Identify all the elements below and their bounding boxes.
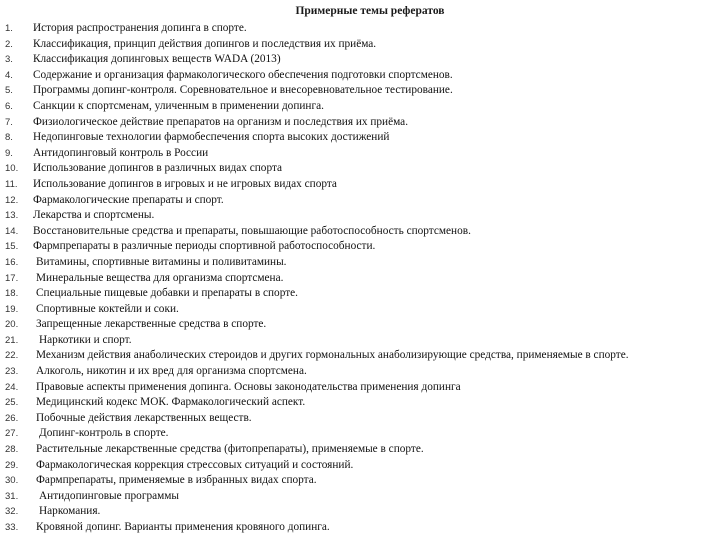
item-text: Санкции к спортсменам, уличенным в применении допинга. <box>33 99 324 112</box>
item-number: 26. <box>5 412 19 424</box>
item-text: Восстановительные средства и препараты, повышающие работоспособность спортсменов. <box>33 224 471 237</box>
item-text: Классификация допинговых веществ WADA (2013) <box>33 53 281 66</box>
item-text: Содержание и организация фармакологического обеспечения подготовки спортсменов. <box>33 68 453 81</box>
item-number: 3. <box>5 54 13 66</box>
item-text: Механизм действия анаболических стероидов и других гормональных анаболизирующие средства, применяемые в спорте. <box>36 349 629 362</box>
item-text: Правовые аспекты применения допинга. Основы законодательства применения допинга <box>36 380 461 393</box>
item-number: 11. <box>5 178 18 190</box>
list-item <box>0 286 720 302</box>
item-text: Фармакологические препараты и спорт. <box>33 193 224 206</box>
item-number: 12. <box>5 194 19 206</box>
item-number: 4. <box>5 69 13 81</box>
item-number: 23. <box>5 366 19 378</box>
item-number: 29. <box>5 459 19 471</box>
item-text: Программы допинг-контроля. Соревновательное и внесоревновательное тестирование. <box>33 84 453 97</box>
item-number: 5. <box>5 85 13 97</box>
item-text: Запрещенные лекарственные средства в спорте. <box>36 318 267 331</box>
list-item <box>0 208 720 224</box>
list-item <box>0 255 720 271</box>
list-item <box>0 395 720 411</box>
list-item <box>0 317 720 333</box>
document-title: Примерные темы рефератов <box>295 5 445 17</box>
list-item <box>0 364 720 380</box>
item-number: 14. <box>5 225 19 237</box>
list-item <box>0 130 720 146</box>
item-number: 16. <box>5 256 19 268</box>
item-text: Побочные действия лекарственных веществ. <box>36 411 252 424</box>
list-item <box>0 99 720 115</box>
item-number: 10. <box>5 163 19 175</box>
item-number: 25. <box>5 397 19 409</box>
list-item <box>0 411 720 427</box>
list-item <box>0 380 720 396</box>
list-item <box>0 239 720 255</box>
item-text: Медицинский кодекс МОК. Фармакологический аспект. <box>36 396 306 409</box>
item-number: 28. <box>5 444 19 456</box>
item-number: 2. <box>5 38 13 50</box>
item-text: История распространения допинга в спорте. <box>33 22 247 34</box>
list-item <box>0 473 720 489</box>
item-text: Растительные лекарственные средства (фитопрепараты), применяемые в спорте. <box>36 443 424 456</box>
item-text: Кровяной допинг. Варианты применения кровяного допинга. <box>36 521 330 533</box>
list-item <box>0 442 720 458</box>
item-text: Использование допингов в различных видах спорта <box>33 162 283 175</box>
item-number: 30. <box>5 475 19 487</box>
list-item <box>0 37 720 53</box>
list-item <box>0 458 720 474</box>
list-item <box>0 161 720 177</box>
item-number: 7. <box>5 116 13 128</box>
item-number: 8. <box>5 132 13 144</box>
item-number: 22. <box>5 350 19 362</box>
list-item <box>0 146 720 162</box>
item-text: Алкоголь, никотин и их вред для организма спортсмена. <box>36 365 307 378</box>
item-text: Допинг-контроль в спорте. <box>39 427 169 440</box>
item-text: Фармпрепараты, применяемые в избранных видах спорта. <box>36 474 317 487</box>
item-number: 17. <box>5 272 19 284</box>
item-text: Антидопинговые программы <box>39 489 180 502</box>
item-text: Фармакологическая коррекция стрессовых ситуаций и состояний. <box>36 458 354 471</box>
list-item <box>0 177 720 193</box>
item-text: Спортивные коктейли и соки. <box>36 302 179 315</box>
list-item <box>0 115 720 131</box>
list-item <box>0 193 720 209</box>
item-number: 13. <box>5 210 19 222</box>
list-item <box>0 302 720 318</box>
item-number: 32. <box>5 506 19 518</box>
item-text: Физиологическое действие препаратов на организм и последствия их приёма. <box>33 115 409 128</box>
list-item <box>0 83 720 99</box>
item-number: 19. <box>5 303 19 315</box>
item-number: 18. <box>5 288 19 300</box>
item-number: 15. <box>5 241 19 253</box>
item-text: Классификация, принцип действия допингов и последствия их приёма. <box>33 37 377 50</box>
item-text: Наркотики и спорт. <box>39 333 132 346</box>
list-item <box>0 426 720 442</box>
item-number: 20. <box>5 319 19 331</box>
item-number: 21. <box>5 334 19 346</box>
list-item <box>0 504 720 520</box>
list-item <box>0 348 720 364</box>
item-number: 33. <box>5 522 19 533</box>
item-text: Антидопинговый контроль в России <box>33 146 209 159</box>
item-number: 31. <box>5 490 19 502</box>
item-number: 1. <box>5 23 13 34</box>
item-text: Минеральные вещества для организма спортсмена. <box>36 271 284 284</box>
item-number: 27. <box>5 428 19 440</box>
list-item <box>0 52 720 68</box>
item-text: Наркомания. <box>39 505 101 518</box>
item-number: 24. <box>5 381 19 393</box>
item-text: Витамины, спортивные витамины и поливитамины. <box>36 255 287 268</box>
list-item <box>0 68 720 84</box>
item-text: Специальные пищевые добавки и препараты в спорте. <box>36 287 298 300</box>
item-text: Лекарства и спортсмены. <box>33 209 155 222</box>
item-text: Использование допингов в игровых и не игровых видах спорта <box>33 177 337 190</box>
item-text: Недопинговые технологии фармобеспечения спорта высоких достижений <box>33 131 390 144</box>
list-item <box>0 271 720 287</box>
list-item <box>0 224 720 240</box>
item-number: 9. <box>5 147 13 159</box>
list-item <box>0 333 720 349</box>
item-text: Фармпрепараты в различные периоды спортивной работоспособности. <box>33 240 376 253</box>
list-item <box>0 21 720 37</box>
item-number: 6. <box>5 100 13 112</box>
list-item <box>0 489 720 505</box>
list-item <box>0 520 720 536</box>
topics-list <box>0 21 720 536</box>
